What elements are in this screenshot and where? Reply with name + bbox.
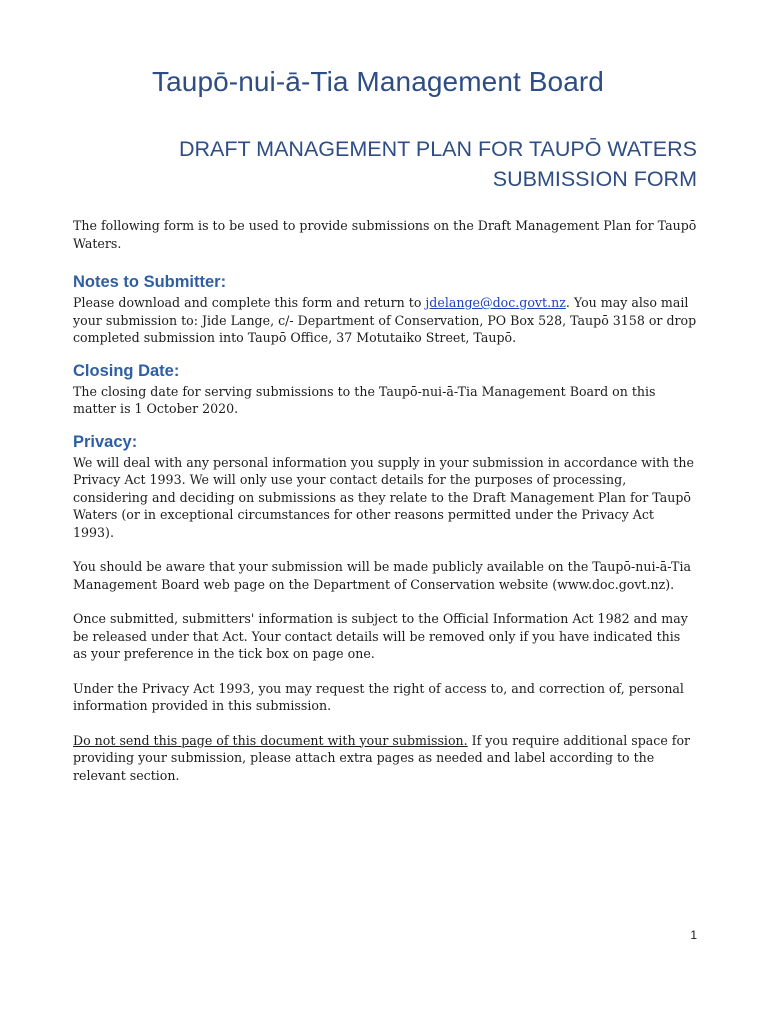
privacy-paragraph-3: Once submitted, submitters' information is subject to the Official Information Act 1982 and may be released under that Act. Your contact details will be removed only if you have indicated this as your preference in the tick box on page one. xyxy=(73,611,688,661)
intro-paragraph: The following form is to be used to provide submissions on the Draft Management Plan for Taupō Waters. xyxy=(73,218,697,251)
document-title xyxy=(179,134,697,194)
notes-text-start: Please download and complete this form and return to xyxy=(73,295,426,310)
privacy-paragraph-5 xyxy=(73,732,698,785)
email-link[interactable]: jdelange@doc.govt.nz xyxy=(425,295,566,310)
closing-date-paragraph: The closing date for serving submissions to the Taupō-nui-ā-Tia Management Board on this matter is 1 October 2020. xyxy=(73,383,656,416)
additional-space-note: If you require additional space for providing your submission, please attach extra pages as needed and label according to the relevant section. xyxy=(73,732,691,783)
page-number: 1 xyxy=(690,928,697,942)
privacy-heading: Privacy: xyxy=(73,432,138,451)
privacy-paragraph-2: You should be aware that your submission will be made publicly available on the Taupō-nui-ā-Tia Management Board web page on the Department of Conservation website (www.doc.govt.nz). xyxy=(73,559,691,592)
closing-date-heading: Closing Date: xyxy=(73,361,180,380)
do-not-send-notice: Do not send this page of this document with your submission. xyxy=(73,732,468,748)
privacy-paragraph-1: We will deal with any personal information you supply in your submission in accordance with the Privacy Act 1993. We will only use your contact details for the purposes of processing, considering and deciding on submissions as they relate to the Draft Management Plan for Taupō Waters (or in exceptional circumstances for other reasons permitted under the Privacy Act 1993). xyxy=(73,454,694,540)
document-title-line-2: SUBMISSION FORM xyxy=(492,167,697,191)
notes-paragraph xyxy=(73,294,698,347)
notes-text-end: . You may also mail your submission to: Jide Lange, c/- Department of Conservation, PO Box 528, Taupō 3158 or drop completed submission into Taupō Office, 37 Motutaiko Street, Taupō. xyxy=(73,295,697,345)
main-content xyxy=(73,217,698,784)
notes-heading: Notes to Submitter: xyxy=(73,273,227,291)
privacy-paragraph-4: Under the Privacy Act 1993, you may request the right of access to, and correction of, personal information provided in this submission. xyxy=(73,680,684,713)
document-title-line-1: DRAFT MANAGEMENT PLAN FOR TAUPŌ WATERS xyxy=(178,137,697,161)
board-title: Taupō-nui-ā-Tia Management Board xyxy=(152,66,604,97)
